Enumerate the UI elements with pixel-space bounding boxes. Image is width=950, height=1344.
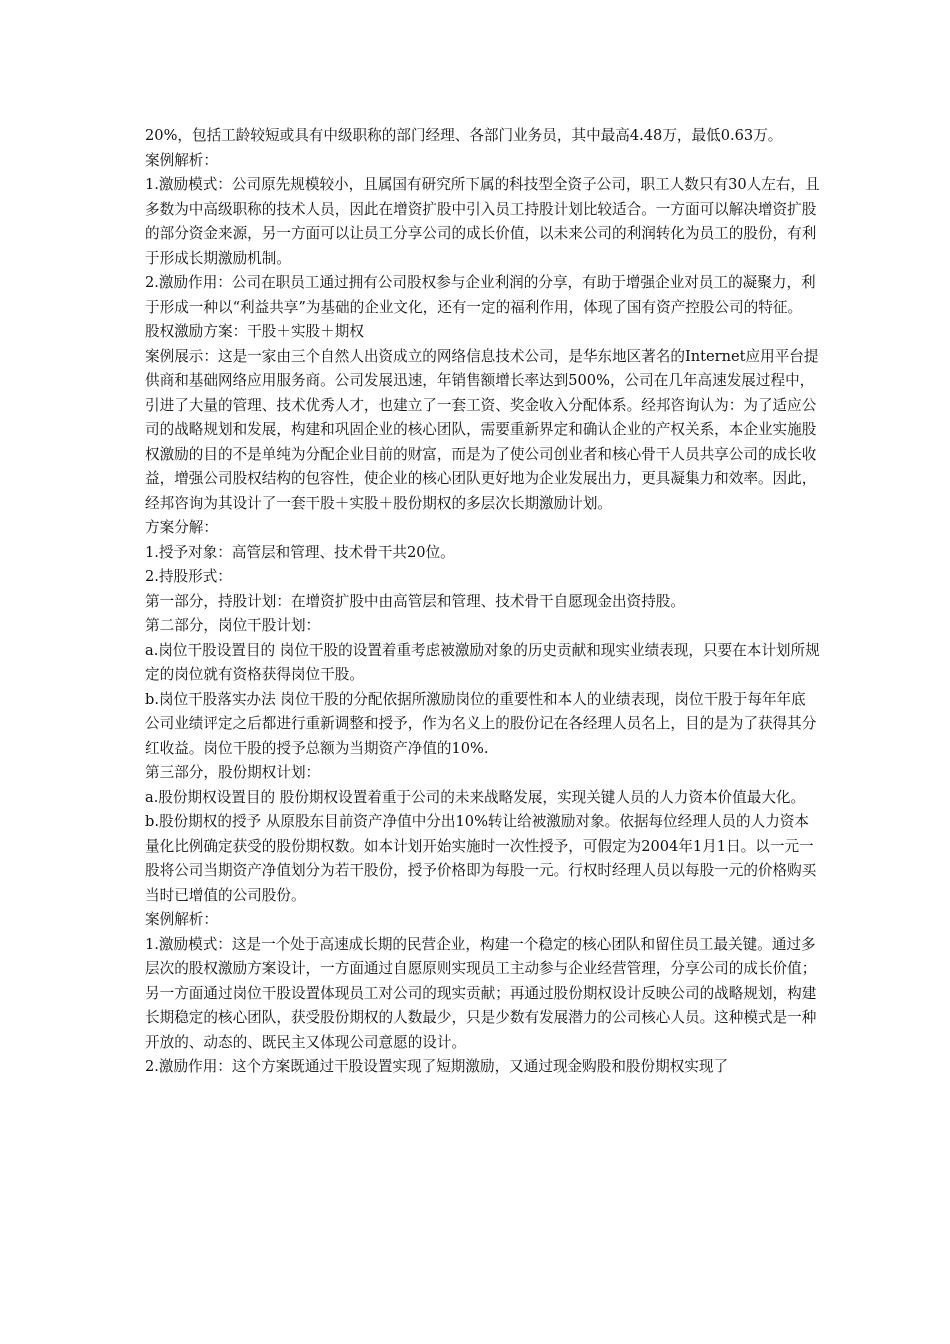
paragraph-3: 1.激励模式：公司原先规模较小，且属国有研究所下属的科技型全资子公司，职工人数只有30人左右，且多数为中高级职称的技术人员，因此在增资扩股中引入员工持股计划比较适合。一方面可以解决增资扩股的部分资金来源，另一方面可以让员工分享公司的成长价值，以未来公司的利润转化为员工的股份，有利于形成长期激励机制。	[145, 176, 820, 267]
paragraph-16: b.股份期权的授予 从原股东目前资产净值中分出10%转让给被激励对象。依据每位经理人员的人力资本量化比例确定获受的股份期权数。如本计划开始实施时一次性授予，可假定为2004年1月1日。以一元一股将公司当期资产净值划分为若干股份，授予价格即为每股一元。行权时经理人员以每股一元的价格购买当时已增值的公司股份。	[145, 813, 817, 904]
paragraph-6: 案例展示：这是一家由三个自然人出资成立的网络信息技术公司，是华东地区著名的Internet应用平台提供商和基础网络应用服务商。公司发展迅速，年销售额增长率达到500%，公司在几年高速发展过程中，引进了大量的管理、技术优秀人才，也建立了一套工资、奖金收入分配体系。经邦咨询认为：为了适应公司的战略规划和发展，构建和巩固企业的核心团队，需要重新界定和确认企业的产权关系，本企业实施股权激励的目的不是单纯为分配企业目前的财富，而是为了使公司创业者和核心骨干人员共享公司的成长收益，增强公司股权结构的包容性，使企业的核心团队更好地为企业发展出力，更具凝集力和效率。因此，经邦咨询为其设计了一套干股＋实股＋股份期权的多层次长期激励计划。	[145, 347, 819, 512]
paragraph-12: a.岗位干股设置目的 岗位干股的设置着重考虑被激励对象的历史贡献和现实业绩表现，只要在本计划所规定的岗位就有资格获得岗位干股。	[145, 641, 820, 683]
paragraph-19: 2.激励作用：这个方案既通过干股设置实现了短期激励，又通过现金购股和股份期权实现了	[145, 1058, 729, 1075]
paragraph-14: 第三部分，股份期权计划：	[145, 764, 321, 781]
paragraph-10: 第一部分，持股计划：在增资扩股中由高管层和管理、技术骨干自愿现金出资持股。	[145, 592, 685, 610]
paragraph-2: 案例解析：	[145, 151, 218, 169]
paragraph-11: 第二部分，岗位干股计划：	[145, 617, 321, 634]
paragraph-18: 1.激励模式：这是一个处于高速成长期的民营企业，构建一个稳定的核心团队和留住员工最关键。通过多层次的股权激励方案设计，一方面通过自愿原则实现员工主动参与企业经营管理，分享公司的成长价值；另一方面通过岗位干股设置体现员工对公司的现实贡献；再通过股份期权设计反映公司的战略规划，构建长期稳定的核心团队，获受股份期权的人数最少，只是少数有发展潜力的公司核心人员。这种模式是一种开放的、动态的、既民主又体现公司意愿的设计。	[145, 935, 817, 1051]
paragraph-17: 案例解析：	[145, 911, 218, 928]
paragraph-9: 2.持股形式：	[145, 568, 232, 585]
paragraph-8: 1.授予对象：高管层和管理、技术骨干共20位。	[145, 543, 455, 561]
paragraph-5: 股权激励方案：干股＋实股＋期权	[145, 323, 364, 340]
paragraph-13: b.岗位干股落实办法 岗位干股的分配依据所激励岗位的重要性和本人的业绩表现，岗位干股于每年年底公司业绩评定之后都进行重新调整和授予，作为名义上的股份记在各经理人员名上，目的是为了获得其分红收益。岗位干股的授予总额为当期资产净值的10%.	[145, 690, 817, 757]
paragraph-1: 20%，包括工龄较短或具有中级职称的部门经理、各部门业务员，其中最高4.48万，最低0.63万。	[145, 127, 783, 144]
paragraph-7: 方案分解：	[145, 519, 218, 536]
document-body	[145, 124, 820, 1080]
paragraph-4: 2.激励作用：公司在职员工通过拥有公司股权参与企业利润的分享，有助于增强企业对员工的凝聚力，利于形成一种以“利益共享”为基础的企业文化，还有一定的福利作用，体现了国有资产控股公司的特征。	[145, 274, 816, 316]
paragraph-15: a.股份期权设置目的 股份期权设置着重于公司的未来战略发展，实现关键人员的人力资本价值最大化。	[145, 788, 806, 806]
